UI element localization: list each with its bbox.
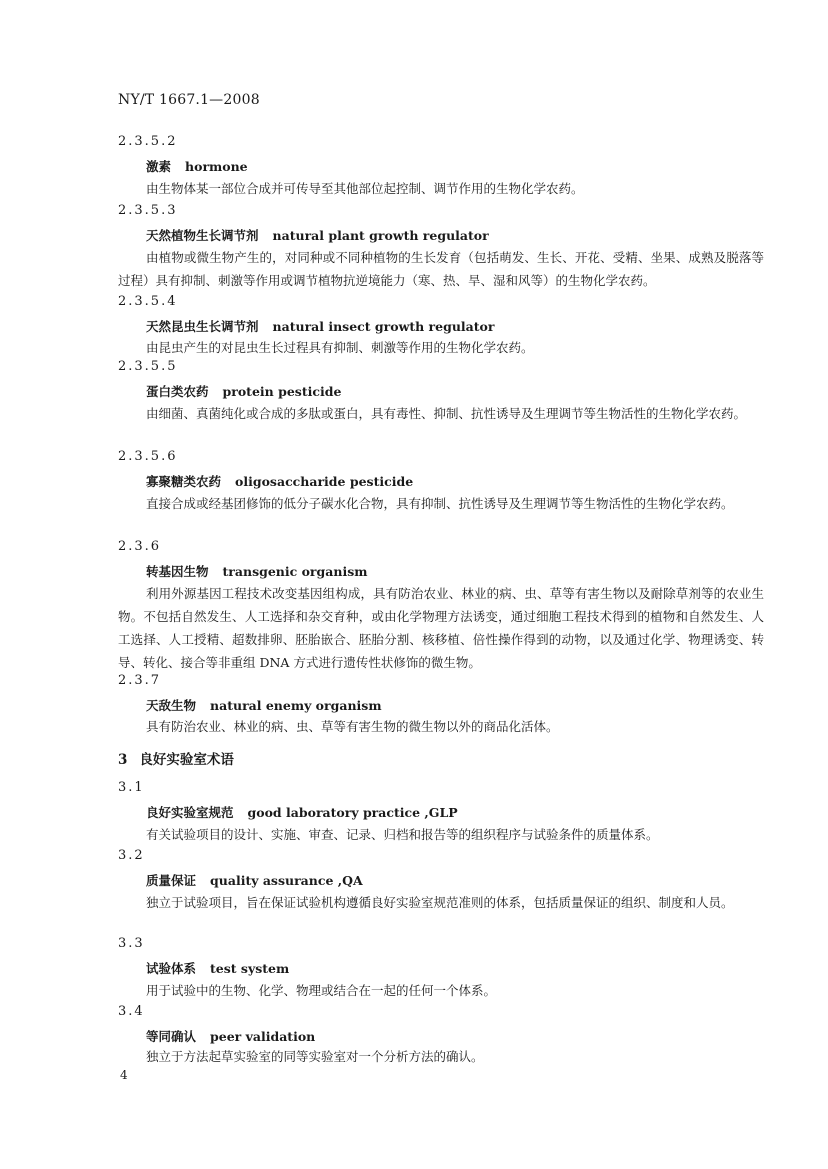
- clause-number: 2.3.5.6: [118, 449, 178, 464]
- term-zh: 试验体系: [146, 961, 197, 976]
- clause-number: 3.1: [118, 780, 145, 795]
- term-zh: 寡聚糖类农药: [146, 474, 222, 489]
- page-number: 4: [120, 1068, 128, 1082]
- term-heading: [146, 959, 289, 977]
- term-en: natural insect growth regulator: [272, 319, 495, 334]
- term-definition: 具有防治农业、林业的病、虫、草等有害生物的微生物以外的商品化活体。: [146, 719, 559, 734]
- term-zh: 等同确认: [146, 1029, 197, 1044]
- clause-number: 2.3.5.5: [118, 359, 178, 374]
- term-heading: [146, 562, 367, 580]
- term-en: good laboratory practice ,GLP: [247, 805, 458, 820]
- term-heading: [146, 157, 248, 175]
- term-en: test system: [210, 961, 290, 976]
- term-en: natural enemy organism: [210, 698, 382, 713]
- term-heading: [146, 226, 489, 244]
- clause-number: 3.2: [118, 848, 145, 863]
- term-zh: 转基因生物: [146, 564, 209, 579]
- term-en: natural plant growth regulator: [272, 228, 489, 243]
- section-title: 良好实验室术语: [139, 752, 234, 768]
- term-en: quality assurance ,QA: [210, 873, 363, 888]
- term-zh: 质量保证: [146, 873, 197, 888]
- term-zh: 天敌生物: [146, 698, 197, 713]
- clause-number: 2.3.5.3: [118, 203, 178, 218]
- term-heading: [146, 382, 341, 400]
- term-en: hormone: [185, 159, 248, 174]
- term-definition: 独立于试验项目，旨在保证试验机构遵循良好实验室规范准则的体系，包括质量保证的组织、制度和人员。: [146, 895, 734, 910]
- clause-number: 2.3.7: [118, 673, 162, 688]
- section-heading: [118, 748, 234, 768]
- term-heading: [146, 1027, 315, 1045]
- term-definition: 由生物体某一部位合成并可传导至其他部位起控制、调节作用的生物化学农药。: [146, 181, 584, 196]
- term-definition: 用于试验中的生物、化学、物理或结合在一起的任何一个体系。: [146, 983, 497, 998]
- term-en: transgenic organism: [222, 564, 368, 579]
- term-en: peer validation: [210, 1029, 316, 1044]
- term-definition: 独立于方法起草实验室的同等实验室对一个分析方法的确认。: [146, 1049, 484, 1064]
- clause-number: 2.3.5.2: [118, 134, 178, 149]
- clause-number: 3.4: [118, 1004, 145, 1019]
- term-definition: 由植物或微生物产生的，对同种或不同种植物的生长发育（包括萌发、生长、开花、受精、坐果、成熟及脱落等过程）具有抑制、刺激等作用或调节植物抗逆境能力（寒、热、旱、湿和风等）的生物化学农药。: [118, 250, 764, 288]
- term-heading: [146, 472, 413, 490]
- term-heading: [146, 803, 458, 821]
- term-zh: 激素: [146, 159, 172, 174]
- term-heading: [146, 317, 494, 335]
- term-zh: 蛋白类农药: [146, 384, 209, 399]
- term-definition: 有关试验项目的设计、实施、审查、记录、归档和报告等的组织程序与试验条件的质量体系。: [146, 827, 659, 842]
- term-zh: 天然植物生长调节剂: [146, 228, 259, 243]
- document-header: NY/T 1667.1—2008: [118, 92, 260, 108]
- term-zh: 良好实验室规范: [146, 805, 234, 820]
- term-en: protein pesticide: [222, 384, 342, 399]
- clause-number: 3.3: [118, 936, 145, 951]
- term-heading: [146, 871, 363, 889]
- term-definition: 利用外源基因工程技术改变基因组构成，具有防治农业、林业的病、虫、草等有害生物以及耐除草剂等的农业生物。不包括自然发生、人工选择和杂交育种，或由化学物理方法诱变，通过细胞工程技术得到的植物和自然发生、人工选择、人工授精、超数排卵、胚胎嵌合、胚胎分割、核移植、倍性操作得到的动物，以及通过化学、物理诱变、转导、转化、接合等非重组 DNA 方式进行遗传性状修饰的微生物。: [118, 586, 764, 670]
- term-heading: [146, 696, 382, 714]
- term-definition: 直接合成或经基团修饰的低分子碳水化合物，具有抑制、抗性诱导及生理调节等生物活性的生物化学农药。: [146, 496, 734, 511]
- term-definition: 由昆虫产生的对昆虫生长过程具有抑制、刺激等作用的生物化学农药。: [146, 340, 534, 355]
- section-number: 3: [118, 752, 128, 768]
- clause-number: 2.3.5.4: [118, 294, 178, 309]
- term-definition: 由细菌、真菌纯化或合成的多肽或蛋白，具有毒性、抑制、抗性诱导及生理调节等生物活性的生物化学农药。: [146, 406, 747, 421]
- clause-number: 2.3.6: [118, 539, 162, 554]
- term-en: oligosaccharide pesticide: [235, 474, 414, 489]
- term-zh: 天然昆虫生长调节剂: [146, 319, 259, 334]
